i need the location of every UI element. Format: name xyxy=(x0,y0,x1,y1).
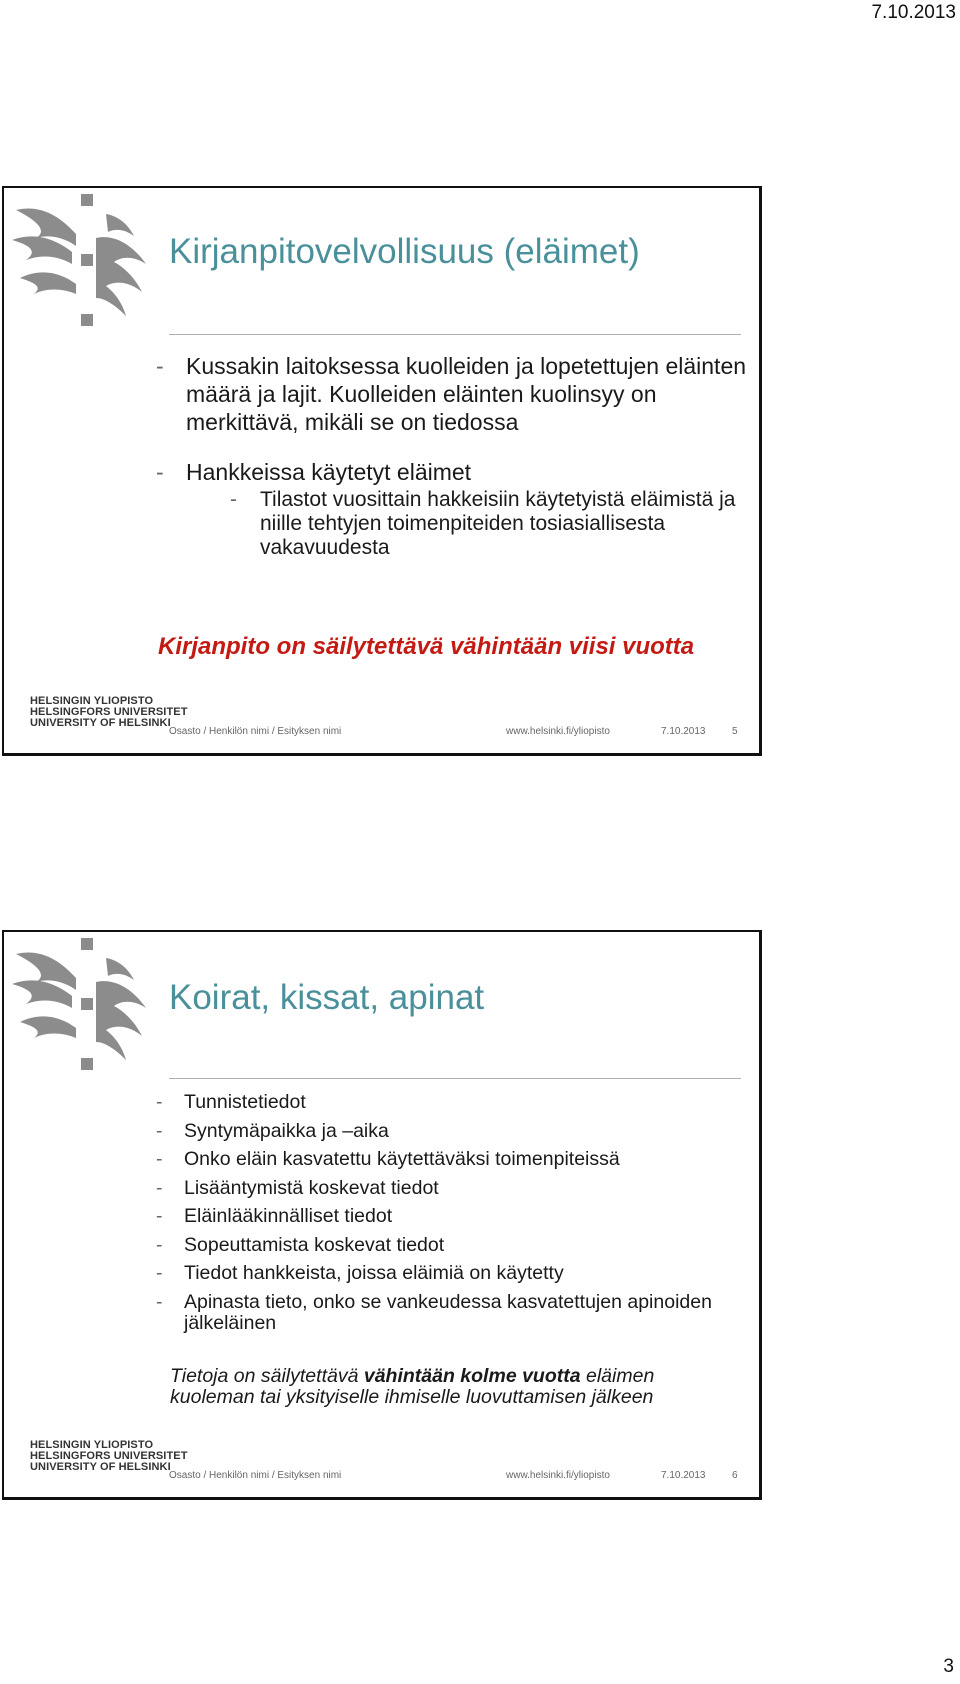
university-name-en: UNIVERSITY OF HELSINKI xyxy=(30,717,171,729)
bullet-dash: - xyxy=(156,353,164,379)
list-item xyxy=(156,1206,756,1227)
footer-date: 7.10.2013 xyxy=(661,1470,706,1481)
bullet-dash: - xyxy=(156,1176,163,1199)
title-divider xyxy=(169,1078,741,1079)
bullet-dash: - xyxy=(156,1119,163,1142)
list-item xyxy=(156,1292,756,1334)
retention-emphasis: Kirjanpito on säilytettävä vähintään viisi vuotta xyxy=(158,633,695,660)
footer-url[interactable]: www.helsinki.fi/yliopisto xyxy=(506,726,610,737)
list-item xyxy=(156,1263,756,1284)
bullet-text: Lisääntymistä koskevat tiedot xyxy=(184,1176,439,1199)
footer-meta: Osasto / Henkilön nimi / Esityksen nimi xyxy=(169,1470,342,1481)
list-item xyxy=(156,352,756,436)
bullet-dash: - xyxy=(156,1205,163,1227)
retention-note-bold: vähintään kolme vuotta xyxy=(363,1365,581,1387)
slide-number: 5 xyxy=(732,726,738,737)
page-date: 7.10.2013 xyxy=(871,2,956,23)
bullet-text: Tunnistetiedot xyxy=(184,1091,306,1113)
bullet-dash: - xyxy=(156,1290,163,1313)
bullet-dash: - xyxy=(156,1233,163,1256)
university-name-fi: HELSINGIN YLIOPISTO xyxy=(30,1439,154,1451)
list-item xyxy=(156,1092,756,1113)
slide-title: Kirjanpitovelvollisuus (eläimet) xyxy=(169,232,640,271)
footer-meta: Osasto / Henkilön nimi / Esityksen nimi xyxy=(169,726,342,737)
bullet-list xyxy=(156,352,756,582)
bullet-dash: - xyxy=(156,1262,163,1284)
slide-kirjanpitovelvollisuus xyxy=(2,186,762,756)
bullet-dash: - xyxy=(156,1148,163,1170)
sub-list-item xyxy=(230,488,756,560)
list-item xyxy=(156,1178,756,1199)
retention-note xyxy=(170,1366,730,1408)
bullet-list xyxy=(156,1092,756,1341)
footer-date: 7.10.2013 xyxy=(661,726,706,737)
page-number: 3 xyxy=(943,1656,954,1677)
university-name xyxy=(30,1440,188,1473)
university-flame-logo-icon xyxy=(10,194,160,334)
university-name-en: UNIVERSITY OF HELSINKI xyxy=(30,1461,171,1473)
list-item xyxy=(156,1149,756,1170)
bullet-text: Apinasta tieto, onko se vankeudessa kasvatettujen apinoiden jälkeläinen xyxy=(184,1290,712,1334)
slide-title: Koirat, kissat, apinat xyxy=(169,978,485,1017)
university-name-sv: HELSINGFORS UNIVERSITET xyxy=(30,1450,188,1462)
university-flame-logo-icon xyxy=(10,938,160,1078)
bullet-dash: - xyxy=(156,459,164,485)
bullet-text: Sopeuttamista koskevat tiedot xyxy=(184,1233,445,1256)
title-divider xyxy=(169,334,741,335)
retention-note-prefix: Tietoja on säilytettävä xyxy=(170,1365,364,1387)
slide-number: 6 xyxy=(732,1470,738,1481)
bullet-text: Kussakin laitoksessa kuolleiden ja lopetettujen eläinten määrä ja lajit. Kuolleiden eläinten kuolinsyy on merkittävä, mikäli se on tiedossa xyxy=(186,353,747,435)
bullet-text: Eläinlääkinnälliset tiedot xyxy=(184,1205,393,1227)
bullet-text: Hankkeissa käytetyt eläimet xyxy=(186,459,472,485)
slide-koirat-kissat-apinat xyxy=(2,930,762,1500)
bullet-dash: - xyxy=(156,1091,163,1113)
list-item xyxy=(156,458,756,560)
list-item xyxy=(156,1121,756,1142)
footer-url[interactable]: www.helsinki.fi/yliopisto xyxy=(506,1470,610,1481)
university-name xyxy=(30,696,188,729)
list-item xyxy=(156,1235,756,1256)
bullet-text: Tiedot hankkeista, joissa eläimiä on käytetty xyxy=(184,1262,564,1284)
sub-bullet-dash: - xyxy=(230,488,237,511)
retention-note-suffix: eläimen kuoleman tai yksityiselle ihmiselle luovuttamisen jälkeen xyxy=(170,1365,655,1408)
sub-bullet-text: Tilastot vuosittain hakkeisiin käytetyistä eläimistä ja niille tehtyjen toimenpiteiden tosiasiallisesta vakavuudesta xyxy=(260,488,736,559)
bullet-text: Syntymäpaikka ja –aika xyxy=(184,1119,389,1142)
university-name-sv: HELSINGFORS UNIVERSITET xyxy=(30,706,188,718)
university-name-fi: HELSINGIN YLIOPISTO xyxy=(30,695,154,707)
bullet-text: Onko eläin kasvatettu käytettäväksi toimenpiteissä xyxy=(184,1148,620,1170)
